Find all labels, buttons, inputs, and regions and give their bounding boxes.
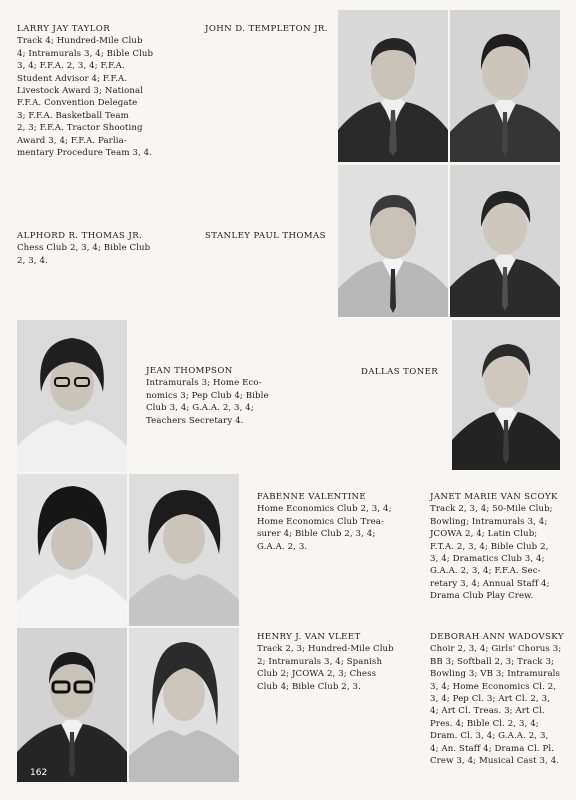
student-entry-janet-van-scoyk bbox=[430, 491, 570, 603]
student-entry-jean-thompson bbox=[146, 365, 296, 427]
student-entry-alphord-thomas bbox=[17, 230, 167, 267]
portrait-photo-fabenne-valentine bbox=[17, 474, 127, 626]
student-entry-henry-van-vleet bbox=[257, 631, 417, 693]
portrait-photo-henry-van-vleet bbox=[17, 628, 127, 782]
student-entry-stanley-thomas bbox=[205, 230, 335, 242]
portrait-photo-jean-thompson bbox=[17, 320, 127, 472]
student-name: JEAN THOMPSON bbox=[146, 366, 233, 376]
portrait-photo-janet-van-scoyk bbox=[129, 474, 239, 626]
portrait-photo bbox=[450, 165, 560, 317]
student-entry-larry-taylor bbox=[17, 23, 167, 159]
student-name: FABENNE VALENTINE bbox=[257, 492, 367, 502]
student-activities: Intramurals 3; Home Eco- nomics 3; Pep Club 4; Bible Club 3, 4; G.A.A. 2, 3, 4; Teachers Secretary 4. bbox=[146, 378, 269, 426]
student-activities: Track 2, 3, 4; 50-Mile Club; Bowling; Intramurals 3, 4; JCOWA 2, 4; Latin Club; F.T.A. 2, 3, 4; Bible Club 2, 3, 4; Dramatics Club 3, 4; G.A.A. 2, 3, 4; F.F.A. Sec- retary 3, 4; Annual Staff 4; Drama Club Play Crew. bbox=[430, 504, 553, 602]
student-name: LARRY JAY TAYLOR bbox=[17, 24, 111, 34]
student-activities: Track 4; Hundred-Mile Club 4; Intramurals 3, 4; Bible Club 3, 4; F.F.A. 2, 3, 4; F.F.A. Student Advisor 4; F.F.A. Livestock Award 3; National F.F.A. Convention Delegate 3; F.F.A. Basketball Team 2, 3; F.F.A. Tractor Shooting Award 3, 4; F.F.A. Parlia- mentary Procedure Team 3, 4. bbox=[17, 36, 154, 159]
portrait-photo-deborah-wadovsky bbox=[129, 628, 239, 782]
student-name: DEBORAH ANN WADOVSKY bbox=[430, 632, 564, 642]
student-name: ALPHORD R. THOMAS JR. bbox=[17, 231, 143, 241]
student-entry-fabenne-valentine bbox=[257, 491, 417, 553]
student-name: HENRY J. VAN VLEET bbox=[257, 632, 361, 642]
student-name: DALLAS TONER bbox=[361, 367, 439, 377]
student-activities: Choir 2, 3, 4; Girls' Chorus 3; BB 3; Softball 2, 3; Track 3; Bowling 3; VB 3; Intramurals 3, 4; Home Economics Cl. 2, 3, 4; Pep Cl. 3; Art Cl. 2, 3, 4; Art Cl. Treas. 3; Art Cl. Pres. 4; Bible Cl. 2, 3, 4; Dram. Cl. 3, 4; G.A.A. 2, 3, 4; An. Staff 4; Drama Cl. Pl. Crew 3, 4; Musical Cast 3, 4. bbox=[430, 644, 562, 767]
student-entry-dallas-toner bbox=[361, 366, 451, 378]
student-activities: Track 2, 3; Hundred-Mile Club 2; Intramurals 3, 4; Spanish Club 2; JCOWA 2, 3; Chess Club 4; Bible Club 2, 3. bbox=[257, 644, 394, 692]
page-number: 162 bbox=[30, 768, 48, 778]
student-entry-deborah-wadovsky bbox=[430, 631, 572, 767]
portrait-photo-stanley-thomas bbox=[338, 165, 448, 317]
student-activities: Home Economics Club 2, 3, 4; Home Economics Club Trea- surer 4; Bible Club 2, 3, 4; G.A.A. 2, 3. bbox=[257, 504, 392, 552]
student-name: JOHN D. TEMPLETON JR. bbox=[205, 24, 328, 34]
portrait-photo-dallas-toner bbox=[452, 320, 560, 470]
student-activities: Chess Club 2, 3, 4; Bible Club 2, 3, 4. bbox=[17, 243, 151, 266]
portrait-photo bbox=[450, 10, 560, 162]
student-name: STANLEY PAUL THOMAS bbox=[205, 231, 326, 241]
portrait-photo-john-templeton bbox=[338, 10, 448, 162]
student-entry-john-templeton bbox=[205, 23, 335, 35]
student-name: JANET MARIE VAN SCOYK bbox=[430, 492, 558, 502]
